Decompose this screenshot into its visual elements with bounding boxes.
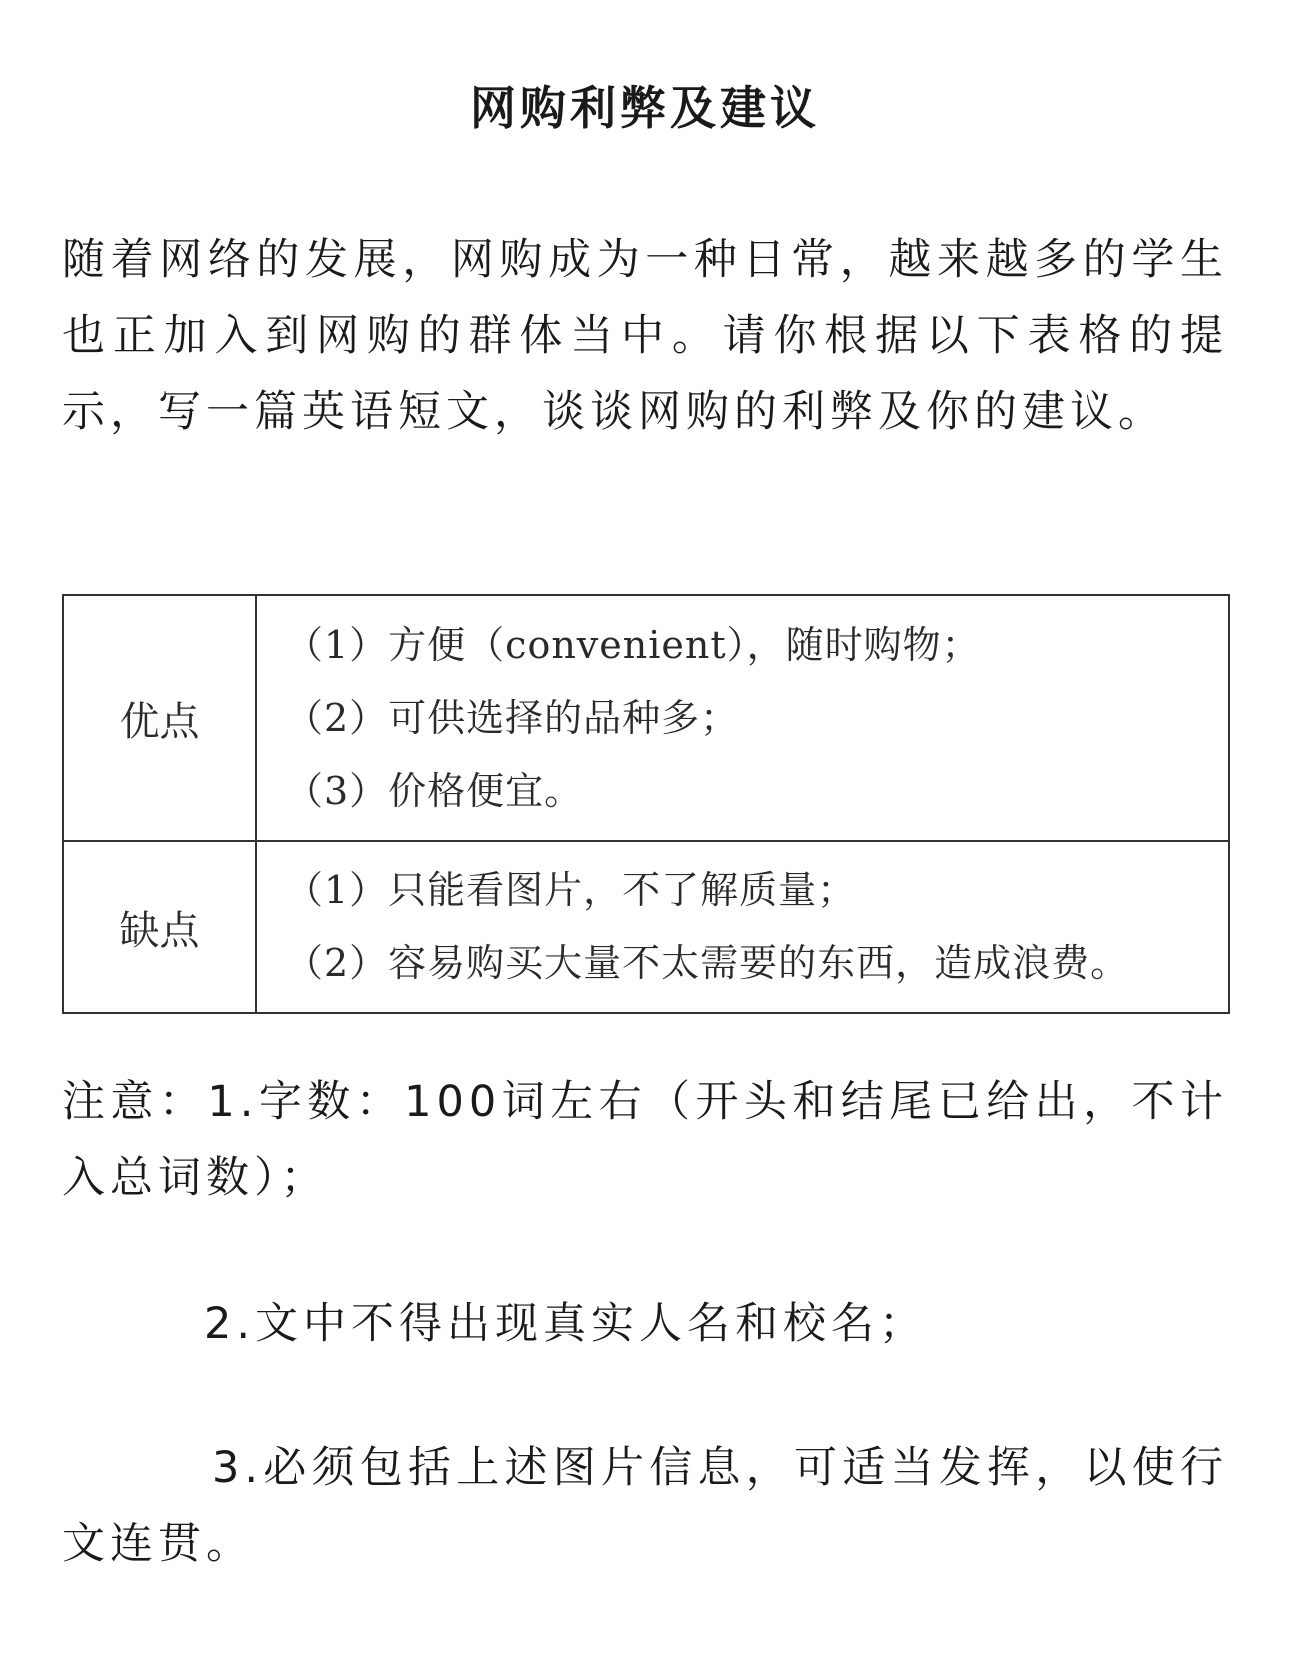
pros-item: （3）价格便宜。: [285, 768, 584, 813]
cons-item: （1）只能看图片，不了解质量；: [285, 868, 857, 912]
cons-label: 缺点: [63, 841, 256, 1013]
pros-item: （2）可供选择的品种多；: [285, 695, 740, 740]
note-no-real-names: 2.文中不得出现真实人名和校名；: [204, 1299, 928, 1349]
pros-cons-table: [62, 594, 1230, 1014]
cons-items: [256, 841, 1229, 1013]
intro-paragraph: 随着网络的发展，网购成为一种日常，越来越多的学生也正加入到网购的群体当中。请你根据以下表格的提示，写一篇英语短文，谈谈网购的利弊及你的建议。: [62, 235, 1228, 437]
note-word-count: 注意：1.字数：100词左右（开头和结尾已给出，不计入总词数）；: [62, 1077, 1228, 1203]
cons-item: （2）容易购买大量不太需要的东西，造成浪费。: [285, 941, 1130, 985]
pros-items: [256, 595, 1229, 841]
pros-item: （1）方便（convenient），随时购物；: [285, 622, 981, 667]
page-title: 网购利弊及建议: [470, 81, 820, 135]
cons-row: [63, 841, 1229, 1013]
note-include-info: 3.必须包括上述图片信息，可适当发挥，以使行文连贯。: [62, 1443, 1228, 1569]
pros-row: [63, 595, 1229, 841]
pros-label: 优点: [63, 595, 256, 841]
